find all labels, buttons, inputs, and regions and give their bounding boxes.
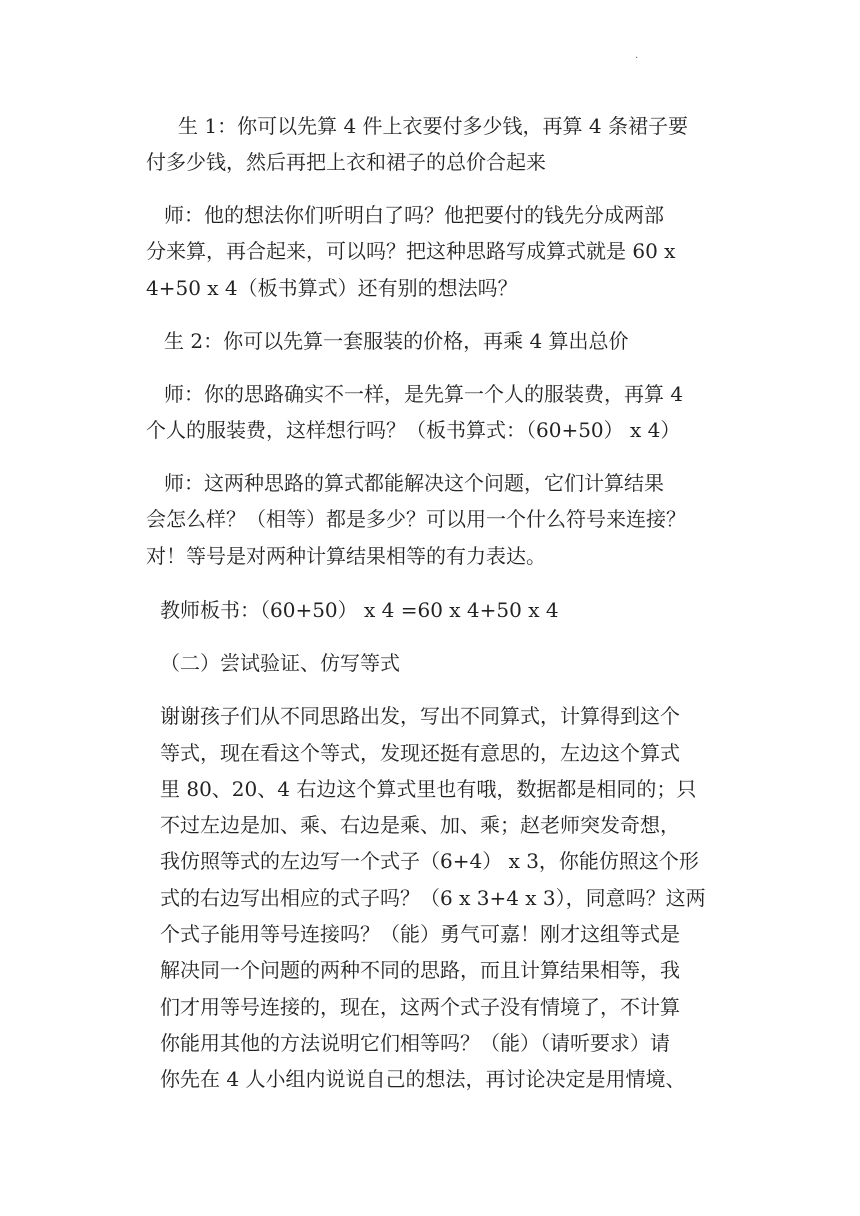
text-line: 生 2：你可以先算一套服装的价格，再乘 4 算出总价 (164, 329, 629, 353)
text-line: 付多少钱，然后再把上衣和裙子的总价合起来 (146, 150, 546, 174)
text-line: 师：这两种思路的算式都能解决这个问题，它们计算结果 (164, 471, 664, 495)
top-mark: · (635, 53, 639, 64)
text-line: 式的右边写出相应的式子吗？（6 x 3+4 x 3），同意吗？这两 (160, 886, 706, 910)
text-line: 我仿照等式的左边写一个式子（6+4） x 3，你能仿照这个形 (160, 849, 699, 873)
text-line: 你能用其他的方法说明它们相等吗？（能）（请听要求）请 (160, 1031, 670, 1055)
text-line: 对！等号是对两种计算结果相等的有力表达。 (146, 544, 546, 568)
text-line: 师：他的想法你们听明白了吗？他把要付的钱先分成两部 (164, 203, 664, 227)
text-line: 4+50 x 4（板书算式）还有别的想法吗？ (146, 276, 518, 300)
text-line: 们才用等号连接的，现在，这两个式子没有情境了，不计算 (160, 995, 680, 1019)
board-formula: 教师板书：（60+50） x 4 =60 x 4+50 x 4 (160, 598, 559, 622)
text-line: 你先在 4 人小组内说说自己的想法，再讨论决定是用情境、 (160, 1067, 686, 1091)
text-line: 里 80、20、4 右边这个算式里也有哦，数据都是相同的；只 (160, 777, 697, 801)
text-line: 师：你的思路确实不一样，是先算一个人的服装费，再算 4 (164, 382, 684, 406)
text-line: 个式子能用等号连接吗？（能）勇气可嘉！刚才这组等式是 (160, 922, 680, 946)
text-line: 等式，现在看这个等式，发现还挺有意思的，左边这个算式 (160, 741, 680, 765)
text-line: 解决同一个问题的两种不同的思路，而且计算结果相等，我 (160, 958, 680, 982)
section-heading: （二）尝试验证、仿写等式 (160, 651, 400, 675)
text-line: 生 1：你可以先算 4 件上衣要付多少钱，再算 4 条裙子要 (178, 114, 688, 138)
text-line: 分来算，再合起来，可以吗？把这种思路写成算式就是 60 x (146, 239, 676, 263)
text-line: 个人的服装费，这样想行吗？（板书算式：（60+50） x 4） (146, 418, 681, 442)
text-line: 会怎么样？（相等）都是多少？可以用一个什么符号来连接？ (146, 507, 686, 531)
text-line: 不过左边是加、乘、右边是乘、加、乘；赵老师突发奇想， (160, 813, 680, 837)
text-line: 谢谢孩子们从不同思路出发，写出不同算式，计算得到这个 (160, 704, 680, 728)
